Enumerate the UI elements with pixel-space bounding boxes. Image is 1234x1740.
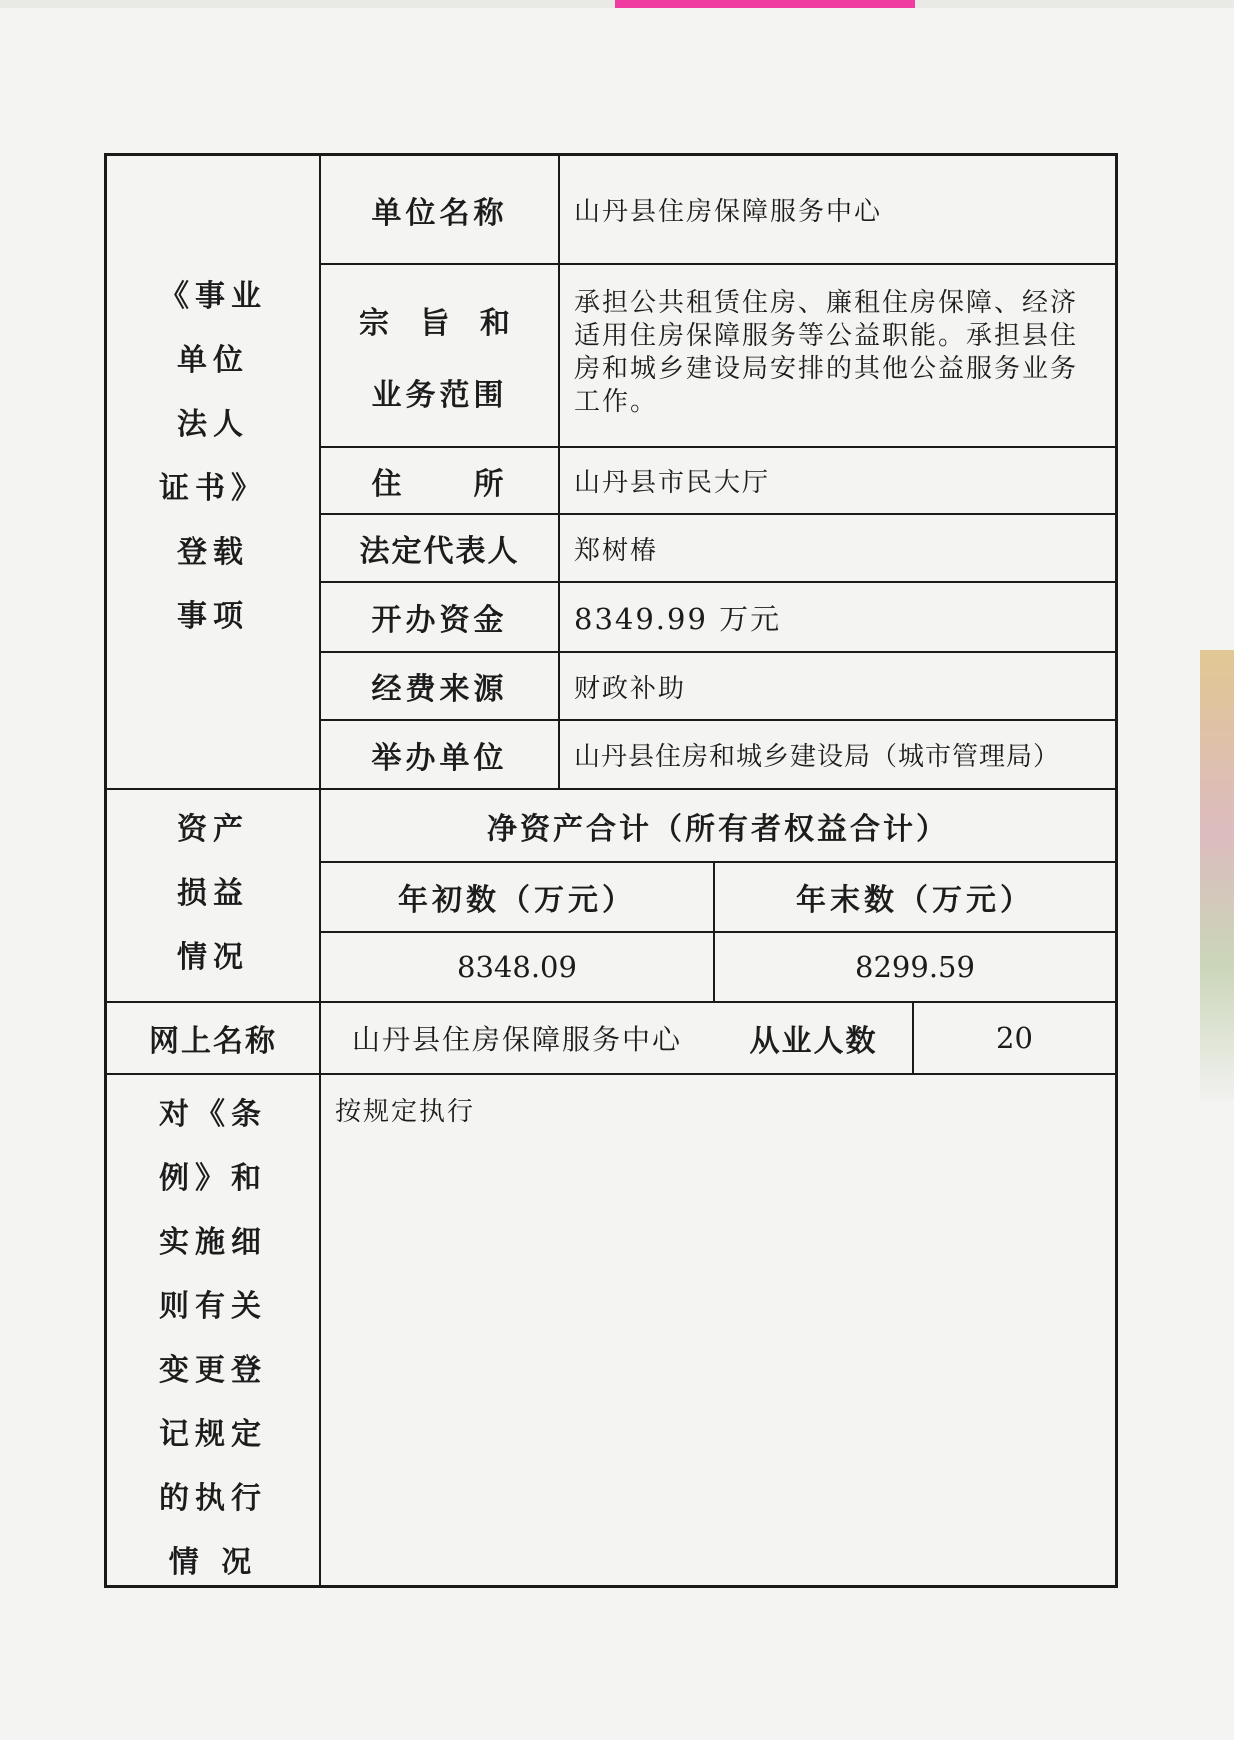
- year-end-value: 8299.59: [855, 950, 975, 984]
- online-name-value: 山丹县住房保障服务中心: [351, 1023, 682, 1056]
- compliance-side-label-line: 变更登: [159, 1353, 267, 1388]
- sponsor-value: 山丹县住房和城乡建设局（城市管理局）: [574, 742, 1061, 772]
- funding-source-value: 财政补助: [574, 673, 687, 704]
- legal-rep-label: 法定代表人: [359, 534, 520, 569]
- compliance-side-label-line: 对《条: [159, 1097, 267, 1132]
- sponsor-label: 举办单位: [371, 740, 508, 776]
- compliance-side-label-line: 记规定: [159, 1417, 267, 1452]
- compliance-side-label-line: 实施细: [159, 1225, 267, 1260]
- purpose-label: [321, 265, 558, 446]
- purpose-label-line: 业务范围: [371, 377, 508, 413]
- compliance-value: 按规定执行: [335, 1097, 476, 1127]
- side-color-strip: [1200, 650, 1234, 1100]
- compliance-side-label-line: 情 况: [168, 1545, 258, 1580]
- pink-tab-decoration: [615, 0, 915, 8]
- unit-name-label: 单位名称: [371, 195, 508, 231]
- compliance-side-label-line: 的执行: [159, 1481, 267, 1516]
- assets-side-label-line: 资产: [177, 812, 249, 847]
- capital-label: 开办资金: [371, 603, 508, 638]
- domicile-label: 住 所: [371, 466, 508, 502]
- compliance-side-label: [107, 1075, 319, 1585]
- year-start-label: 年初数（万元）: [398, 883, 636, 918]
- table-border-right: [1115, 153, 1118, 1587]
- staff-count-label: 从业人数: [749, 1024, 878, 1059]
- certificate-items-label: [107, 156, 319, 788]
- certificate-label-line: 《事业: [159, 279, 267, 314]
- purpose-value: 承担公共租赁住房、廉租住房保障、经济适用住房保障服务等公益职能。承担县住房和城乡建设局安排的其他公益服务业务工作。: [574, 288, 1079, 417]
- year-end-label: 年末数（万元）: [796, 883, 1034, 918]
- registration-table: [104, 153, 1118, 1587]
- net-assets-title: 净资产合计（所有者权益合计）: [487, 811, 949, 847]
- certificate-label-line: 法人: [177, 407, 249, 442]
- unit-name-value: 山丹县住房保障服务中心: [574, 197, 883, 227]
- purpose-label-line: 宗 旨 和: [359, 305, 520, 341]
- assets-side-label-line: 损益: [177, 876, 249, 911]
- legal-rep-value: 郑树椿: [574, 535, 659, 566]
- online-name-label: 网上名称: [149, 1024, 277, 1059]
- certificate-label-line: 登载: [177, 535, 249, 570]
- certificate-label-line: 单位: [177, 343, 249, 378]
- certificate-label-line: 事项: [177, 599, 249, 634]
- compliance-side-label-line: 则有关: [159, 1289, 267, 1324]
- compliance-side-label-line: 例》和: [159, 1161, 267, 1196]
- domicile-value: 山丹县市民大厅: [574, 468, 771, 498]
- year-start-value: 8348.09: [457, 950, 577, 984]
- capital-value: 8349.99 万元: [574, 601, 782, 636]
- funding-source-label: 经费来源: [371, 672, 508, 707]
- assets-side-label: [107, 790, 319, 1001]
- assets-side-label-line: 情况: [177, 940, 249, 975]
- staff-count-value: 20: [996, 1021, 1033, 1055]
- certificate-label-line: 证书》: [159, 471, 267, 506]
